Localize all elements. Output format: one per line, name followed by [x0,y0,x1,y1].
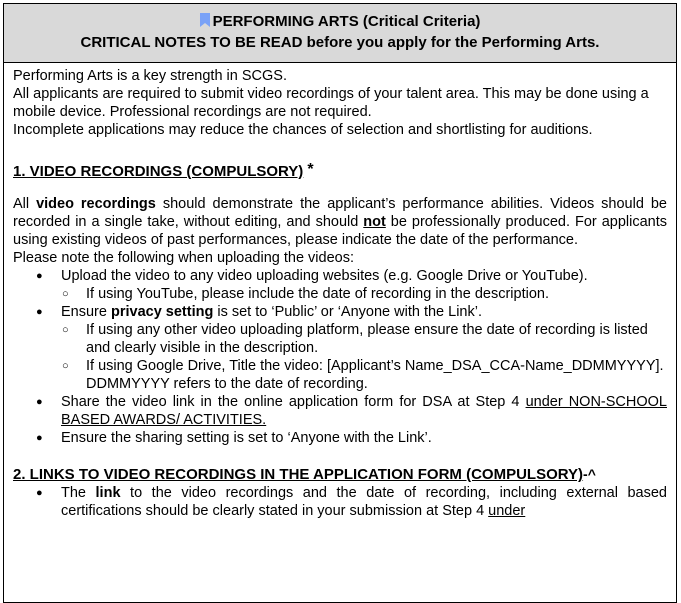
section1-heading: 1. VIDEO RECORDINGS (COMPULSORY) [13,163,304,180]
section1-subbullets-2 [13,321,667,393]
para-text: should demonstrate the applicant’s performance abilities. Videos should be recorded in a single take, without editing, and should [13,196,667,230]
para-emphasis: not [363,214,386,230]
list-item [36,393,667,429]
section1-bullets-3 [13,393,667,447]
section2-mark: -^ [583,466,596,482]
bullet-text: is set to ‘Public’ or ‘Anyone with the Link’. [213,304,482,320]
section1-paragraph [13,195,667,249]
section1-bullets [13,267,667,285]
bookmark-icon [200,13,210,27]
subbullet-text: If using Google Drive, Title the video: [Applicant’s Name_DSA_CCA-Name_DDMMYYYY]. DDMMYYYY refers to the date of recording. [86,358,664,392]
subbullet-text: If using any other video uploading platform, please ensure the date of recording is listed and clearly visible in the description. [86,322,648,356]
section1-heading-row [13,161,667,181]
list-item [36,303,667,321]
para-text: All [13,196,37,212]
document-frame [3,3,677,603]
header-subtitle: CRITICAL NOTES TO BE READ before you apply for the Performing Arts. [80,34,600,51]
header-banner [4,4,676,63]
section1-mark: * [307,161,314,178]
bullet-text: Ensure the sharing setting is set to ‘Anyone with the Link’. [61,430,432,446]
bullet-text: The [61,485,96,501]
list-item [62,321,667,357]
section2-bullets [13,484,667,520]
section1-subbullets-1 [13,285,667,303]
bullet-bold: privacy setting [110,304,214,320]
para-bold: video recordings [36,196,156,212]
bullet-underlined: under NON-SCHOOL BASED AWARDS/ ACTIVITIES. [61,394,667,428]
bullet-underlined: under [488,503,526,519]
list-item [36,429,667,447]
intro-line-1: Performing Arts is a key strength in SCGS. [13,68,287,84]
section2-heading: 2. LINKS TO VIDEO RECORDINGS IN THE APPLICATION FORM (COMPULSORY) [13,466,584,483]
list-item [36,267,667,285]
bullet-text: Ensure [61,304,111,320]
list-item [62,357,667,393]
section2-heading-row [13,465,667,484]
section1-note: Please note the following when uploading the videos: [13,250,354,266]
list-item [36,484,667,520]
subbullet-text: If using YouTube, please include the date of recording in the description. [86,286,549,302]
bullet-text: Share the video link in the online application form for DSA at Step 4 [61,394,526,410]
section1-bullets-2 [13,303,667,321]
list-item [62,285,667,303]
bullet-text: Upload the video to any video uploading websites (e.g. Google Drive or YouTube). [61,268,588,284]
header-title-line [4,11,676,32]
para-text: be professionally produced. For applicants using existing videos of past performances, please indicate the date of the performance. [13,214,667,248]
intro-line-2: All applicants are required to submit video recordings of your talent area. This may be done using a mobile device. Professional recordings are not required. [13,86,649,120]
bullet-text: to the video recordings and the date of recording, including external based certifications should be clearly stated in your submission at Step 4 [61,485,667,519]
content-body [4,63,676,520]
header-title: PERFORMING ARTS (Critical Criteria) [212,13,481,30]
intro-line-3: Incomplete applications may reduce the chances of selection and shortlisting for auditions. [13,122,593,138]
bullet-bold: link [95,485,121,501]
